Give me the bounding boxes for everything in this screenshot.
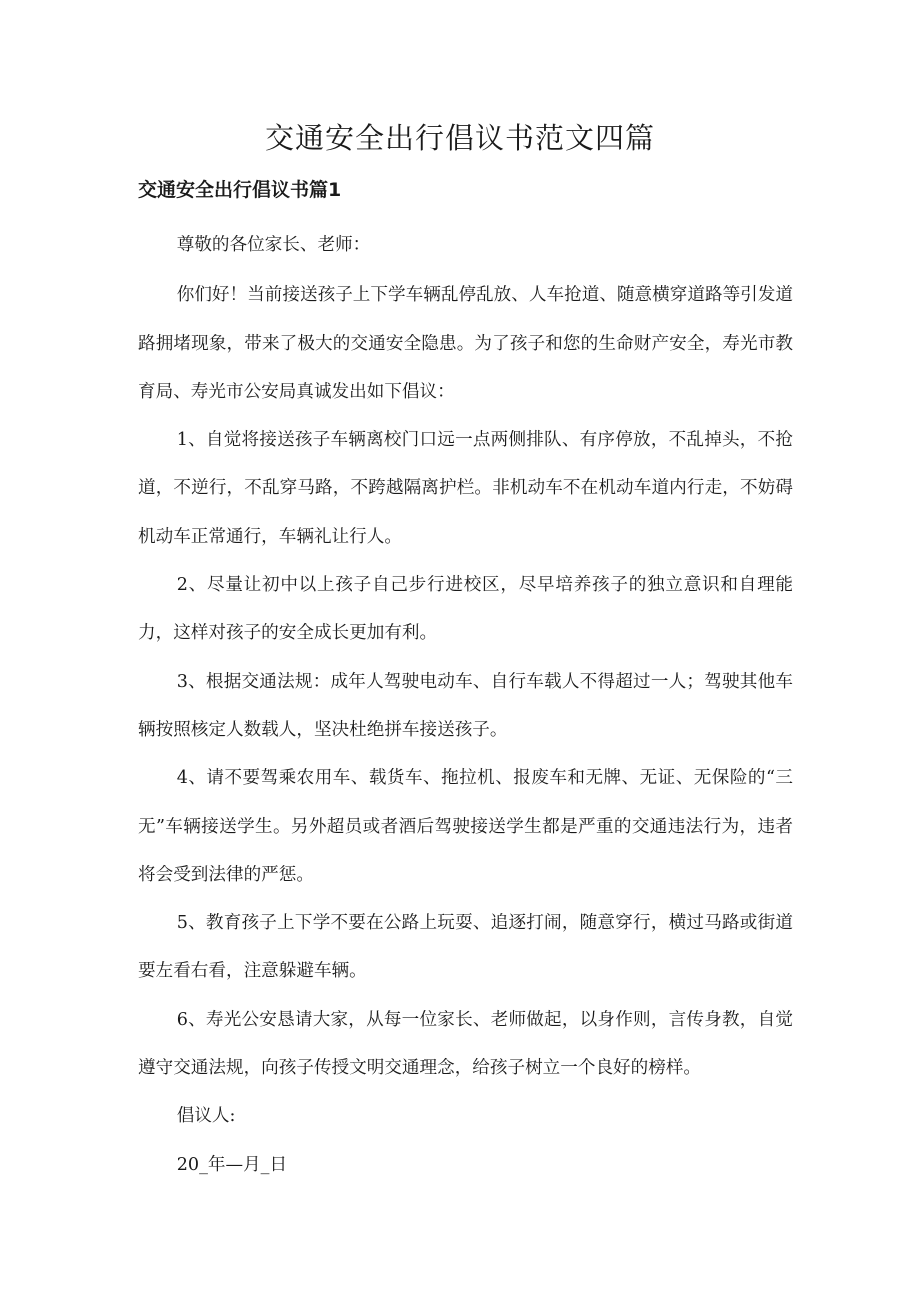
date-line: 20_年—月_日 (176, 1154, 288, 1175)
document-title: 交通安全出行倡议书范文四篇 (264, 121, 655, 155)
signer-label: 倡议人: (176, 1106, 236, 1127)
salutation: 尊敬的各位家长、老师： (176, 235, 371, 255)
proposal-item-6: 6、寿光公安恳请大家，从每一位家长、老师做起，以身作则，言传身教，自觉遵守交通法规，向孩子传授文明交通理念，给孩子树立一个良好的榜样。 (138, 1009, 793, 1079)
document-body (138, 221, 793, 1189)
section-heading: 交通安全出行倡议书篇1 (138, 179, 342, 201)
proposal-item-3: 3、根据交通法规：成年人驾驶电动车、自行车载人不得超过一人；驾驶其他车辆按照核定人数载人，坚决杜绝拼车接送孩子。 (138, 671, 793, 740)
proposal-item-5: 5、教育孩子上下学不要在公路上玩耍、追逐打闹，随意穿行，横过马路或街道要左看右看，注意躲避车辆。 (138, 913, 793, 982)
proposal-item-2: 2、尽量让初中以上孩子自己步行进校区，尽早培养孩子的独立意识和自理能力，这样对孩子的安全成长更加有利。 (138, 575, 793, 644)
proposal-item-1: 1、自觉将接送孩子车辆离校门口远一点两侧排队、有序停放，不乱掉头，不抢道，不逆行，不乱穿马路，不跨越隔离护栏。非机动车不在机动车道内行走，不妨碍机动车正常通行，车辆礼让行人。 (138, 430, 793, 547)
proposal-item-4: 4、请不要驾乘农用车、载货车、拖拉机、报废车和无牌、无证、无保险的“三无”车辆接送学生。另外超员或者酒后驾驶接送学生都是严重的交通违法行为，违者将会受到法律的严惩。 (138, 768, 793, 885)
intro-paragraph: 你们好！当前接送孩子上下学车辆乱停乱放、人车抢道、随意横穿道路等引发道路拥堵现象，带来了极大的交通安全隐患。为了孩子和您的生命财产安全，寿光市教育局、寿光市公安局真诚发出如下倡议： (138, 285, 793, 402)
